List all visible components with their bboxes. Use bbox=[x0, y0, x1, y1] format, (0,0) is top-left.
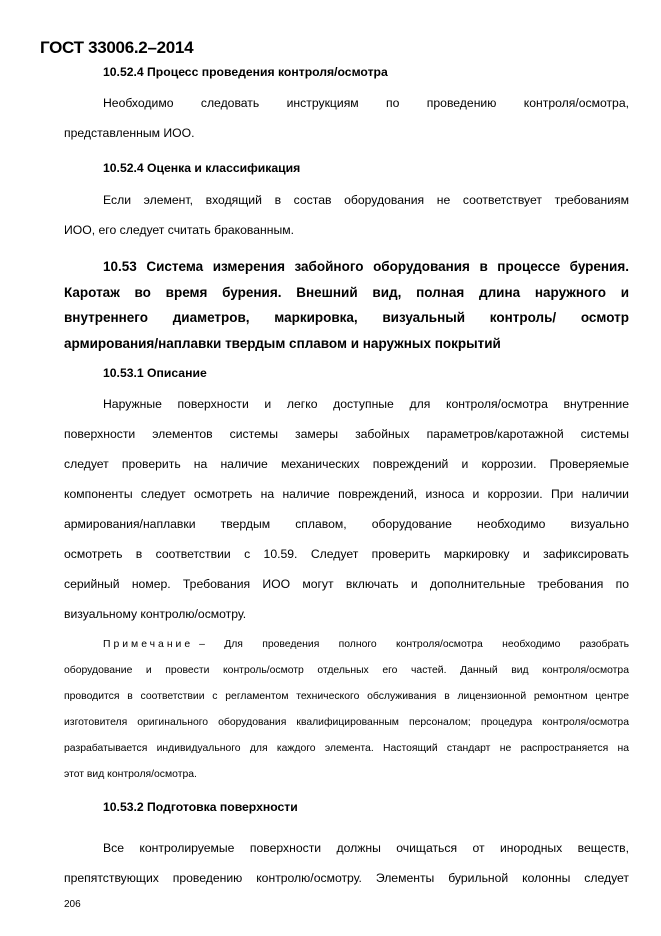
text-line: Если элемент, входящий в состав оборудования не соответствует требованиям bbox=[103, 193, 629, 207]
text-line: осмотреть в соответствии с 10.59. Следует проверить маркировку и зафиксировать bbox=[64, 547, 629, 561]
heading-line: армирования/наплавки твердым сплавом и наружных покрытий bbox=[64, 335, 501, 351]
heading-line: 10.53 Система измерения забойного оборудования в процессе бурения. bbox=[103, 259, 629, 274]
text-line: Необходимо следовать инструкциям по проведению контроля/осмотра, bbox=[103, 96, 629, 110]
note-line: разрабатывается индивидуального для каждого элемента. Настоящий стандарт не распространяется на bbox=[64, 743, 629, 754]
heading-line: Каротаж во время бурения. Внешний вид, полная длина наружного и bbox=[64, 284, 629, 300]
text-line: армирования/наплавки твердым сплавом, оборудование необходимо визуально bbox=[64, 517, 629, 531]
document-code-header: ГОСТ 33006.2–2014 bbox=[40, 38, 194, 57]
note-line: этот вид контроля/осмотра. bbox=[64, 769, 197, 780]
text-line: визуальному контролю/осмотру. bbox=[64, 607, 247, 621]
section-heading-inspection-process: 10.52.4 Процесс проведения контроля/осмотра bbox=[103, 65, 388, 79]
note-line: изготовителя оригинального оборудования квалифицированным персоналом; процедура контроля/осмотра bbox=[64, 717, 629, 728]
note-block bbox=[64, 632, 629, 788]
text-line: ИОО, его следует считать бракованным. bbox=[64, 223, 295, 237]
note-label: Примечание bbox=[103, 639, 194, 650]
text-line: Наружные поверхности и легко доступные для контроля/осмотра внутренние bbox=[103, 397, 629, 411]
paragraph-surface-preparation bbox=[64, 833, 629, 893]
section-heading-surface-preparation: 10.53.2 Подготовка поверхности bbox=[103, 800, 298, 814]
heading-line: внутреннего диаметров, маркировка, визуальный контроль/ осмотр bbox=[64, 310, 629, 325]
note-line: оборудование и провести контроль/осмотр отдельных его частей. Данный вид контроля/осмотра bbox=[64, 665, 629, 676]
text-line: серийный номер. Требования ИОО могут включать и дополнительные требования по bbox=[64, 577, 629, 591]
note-line: проводится в соответствии с регламентом технического обслуживания в лицензионной ремонтном центре bbox=[64, 691, 629, 702]
section-heading-mwd-lwd bbox=[64, 254, 629, 356]
page-number: 206 bbox=[64, 899, 81, 910]
text-line: следует проверить на наличие механических повреждений и коррозии. Проверяемые bbox=[64, 457, 629, 471]
text-line: поверхности элементов системы замеры забойных параметров/каротажной системы bbox=[64, 427, 629, 441]
paragraph-description bbox=[64, 389, 629, 629]
section-heading-description: 10.53.1 Описание bbox=[103, 366, 207, 380]
text-line: компоненты следует осмотреть на наличие повреждений, износа и коррозии. При наличии bbox=[64, 487, 629, 501]
text-line: Все контролируемые поверхности должны очищаться от инородных веществ, bbox=[103, 841, 629, 855]
text-line: препятствующих проведению контролю/осмотру. Элементы бурильной колонны следует bbox=[64, 871, 629, 885]
note-line: Примечание – Для проведения полного контроля/осмотра необходимо разобрать bbox=[103, 639, 629, 650]
section-heading-evaluation: 10.52.4 Оценка и классификация bbox=[103, 161, 301, 175]
text-line: представленным ИОО. bbox=[64, 126, 195, 140]
paragraph-evaluation bbox=[64, 185, 629, 245]
paragraph-inspection-process bbox=[64, 88, 629, 148]
